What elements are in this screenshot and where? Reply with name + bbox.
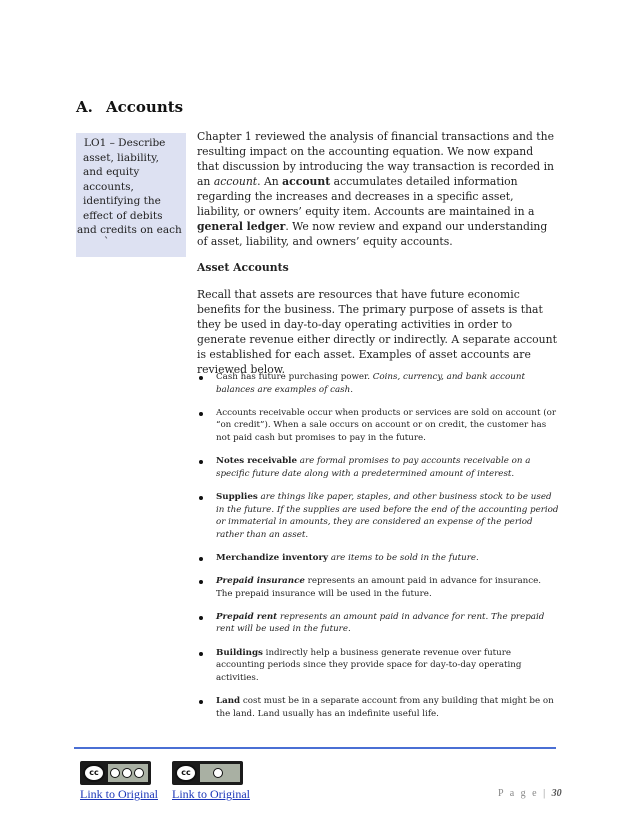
link-to-original-2[interactable]: Link to Original <box>172 787 250 801</box>
intro-paragraph <box>197 129 557 249</box>
page-label: P a g e <box>498 788 539 799</box>
intro-general-ledger: general ledger <box>197 220 286 233</box>
bullet-text: indirectly help a business generate revenue over future accounting periods since they provide space for day-to-day operating activities. <box>216 647 522 683</box>
bullet-italic: are things like paper, staples, and other business stock to be used in the future. If the supplies are used before the end of the accounting period or immaterial in amounts, they are considered an expense of the period rather than an asset. <box>216 491 559 540</box>
lo-line: accounts, <box>83 180 134 193</box>
sa-icon <box>134 768 144 778</box>
bullet-term: Buildings <box>216 647 263 658</box>
asset-examples-list <box>197 371 559 731</box>
asset-accounts-paragraph: Recall that assets are resources that have future economic benefits for the business. The primary purpose of assets is that they be used in day-to-day operating activities in order to generate revenue either directly or indirectly. A separate account is established for each asset. Examples of asset accounts are reviewed below. <box>197 288 557 376</box>
license-terms-icon <box>200 764 240 782</box>
bullet-term: Prepaid rent <box>216 611 278 622</box>
list-item <box>197 552 559 565</box>
list-item <box>197 371 559 396</box>
bullet-text: Accounts receivable occur when products or services are sold on account (or “on credit”). When a sale occurs on account or on credit, the customer has not paid cash but promises to pay in the future. <box>216 407 557 443</box>
section-title: Accounts <box>106 98 184 116</box>
list-item <box>197 491 559 541</box>
by-icon <box>110 768 120 778</box>
page-number: 30 <box>551 788 562 799</box>
intro-account-italic: account <box>213 175 258 188</box>
lo-line: LO1 – Describe <box>84 137 166 149</box>
footer-rule <box>74 747 556 749</box>
bullet-text: cost must be in a separate account from any building that might be on the land. Land usually has an indefinite useful life. <box>216 696 554 719</box>
intro-text: . An <box>257 175 283 188</box>
list-item <box>197 647 559 685</box>
lo-line: identifying the <box>83 195 161 207</box>
link-to-original-1[interactable]: Link to Original <box>80 787 158 801</box>
lo-line: and credits on each <box>77 224 182 236</box>
intro-text: accumulates detailed information regarding the increases and decreases in a specific asset, liability, or owners’ equity item. Accounts are maintained in a <box>197 175 535 218</box>
bullet-term: Supplies <box>216 491 258 502</box>
intro-text: Chapter 1 reviewed the analysis of financial transactions and the resulting impact on the accounting equation. We now expand that discussion by introducing the way transaction is recorded in an <box>197 130 554 188</box>
cc-by-nc-sa-badge-icon <box>80 761 151 785</box>
list-item <box>197 407 559 445</box>
list-item <box>197 455 559 480</box>
cc-logo-icon: cc <box>83 764 105 782</box>
cc-by-badge-icon <box>172 761 243 785</box>
list-item <box>197 611 559 636</box>
license-terms-icon <box>108 764 148 782</box>
bullet-text: Cash has future purchasing power. <box>216 372 373 382</box>
cc-logo-icon: cc <box>175 764 197 782</box>
bullet-term: Prepaid insurance <box>216 576 305 587</box>
asset-accounts-heading: Asset Accounts <box>197 261 289 274</box>
lo-line: effect of debits <box>83 209 163 222</box>
by-icon <box>213 768 223 778</box>
bullet-italic: are items to be sold in the future. <box>328 552 479 563</box>
lo-line: asset, liability, <box>83 151 160 164</box>
main-text <box>197 129 557 377</box>
nc-icon <box>122 768 132 778</box>
section-heading <box>76 98 183 116</box>
lo-line: and equity <box>83 166 140 178</box>
bullet-term: Merchandize inventory <box>216 552 329 563</box>
bullet-italic: represents an amount paid in advance for rent. The prepaid rent will be used in the future. <box>216 611 545 635</box>
learning-objective-box <box>76 133 186 257</box>
intro-account-bold: account <box>282 175 331 188</box>
intro-text: . We now review and expand our understanding of asset, liability, and owners’ equity accounts. <box>197 220 548 248</box>
bullet-italic: Coins, currency, and bank account balances are examples of cash. <box>216 372 525 395</box>
lo-line: ` <box>104 235 110 248</box>
bullet-term: Land <box>216 696 241 707</box>
page-footer: P a g e | 30 <box>498 788 562 799</box>
list-item <box>197 575 559 600</box>
bullet-term: Notes receivable <box>216 456 297 467</box>
bullet-text: represents an amount paid in advance for insurance. The prepaid insurance will be used in the future. <box>216 576 542 599</box>
list-item <box>197 695 559 720</box>
section-number: A. <box>76 98 93 116</box>
bullet-italic: are formal promises to pay accounts receivable on a specific future date along with a predetermined amount of interest. <box>216 456 531 479</box>
